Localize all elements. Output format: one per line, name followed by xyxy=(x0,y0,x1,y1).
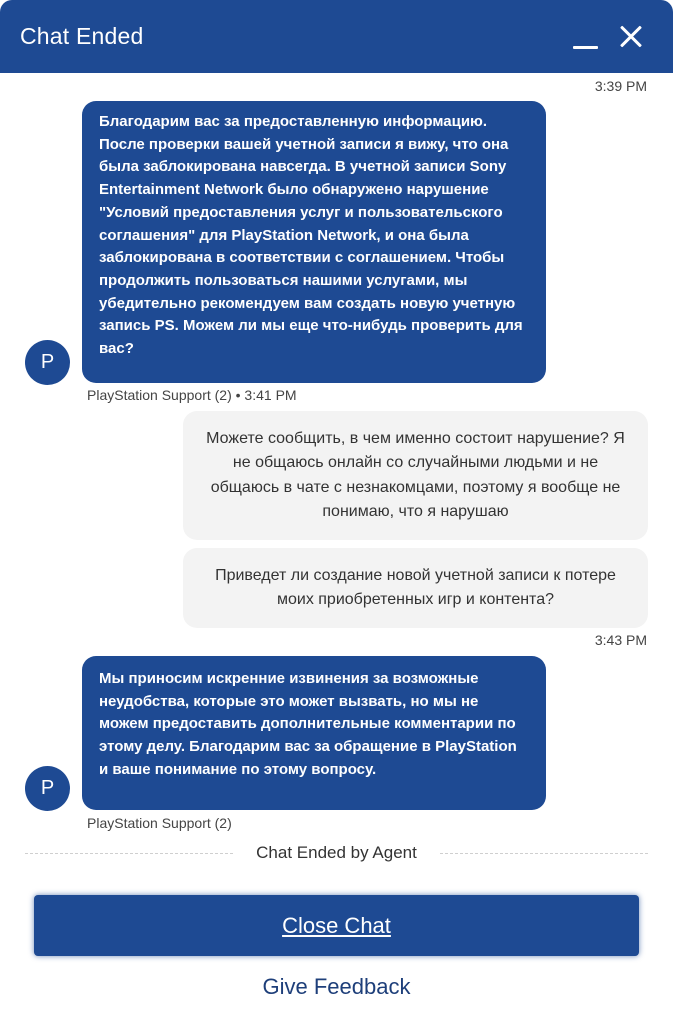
chat-header xyxy=(0,0,673,73)
close-chat-button[interactable]: Close Chat xyxy=(34,895,639,956)
close-button[interactable] xyxy=(614,18,648,56)
minimize-button[interactable] xyxy=(569,18,603,56)
message-timestamp: 3:43 PM xyxy=(594,632,647,648)
agent-avatar: P xyxy=(25,340,70,385)
divider-left xyxy=(25,853,233,854)
chat-ended-status: Chat Ended by Agent xyxy=(256,843,417,862)
agent-message-bubble: Благодарим вас за предоставленную информацию. После проверки вашей учетной записи я вижу, что она была заблокирована навсегда. В учетной записи Sony Entertainment Network было обнаружено нарушение "Условий предоставления услуг и пользовательского соглашения" для PlayStation Network, и она была заблокирована в соответствии с соглашением. Чтобы продолжить пользоваться нашими услугами, мы убедительно рекомендуем вам создать новую учетную запись PS. Можем ли мы еще что-нибудь проверить для вас? xyxy=(82,101,546,383)
agent-sender-label: PlayStation Support (2) • 3:41 PM xyxy=(87,387,297,403)
agent-message-bubble: Мы приносим искренние извинения за возможные неудобства, которые это может вызвать, но мы не можем предоставить дополнительные комментарии по этому делу. Благодарим вас за обращение в PlayStation и ваше понимание по этому вопросу. xyxy=(82,656,546,810)
agent-sender-label: PlayStation Support (2) xyxy=(87,815,232,831)
minimize-icon xyxy=(573,46,598,49)
chat-title: Chat Ended xyxy=(20,23,144,49)
user-message-bubble: Можете сообщить, в чем именно состоит нарушение? Я не общаюсь онлайн со случайными людьми и не общаюсь в чате с незнакомцами, поэтому я вообще не понимаю, что я нарушаю xyxy=(183,411,648,540)
give-feedback-link[interactable]: Give Feedback xyxy=(262,974,411,999)
user-message-bubble: Приведет ли создание новой учетной записи к потере моих приобретенных игр и контента? xyxy=(183,548,648,628)
divider-right xyxy=(440,853,648,854)
message-timestamp: 3:39 PM xyxy=(594,78,647,94)
agent-avatar: P xyxy=(25,766,70,811)
